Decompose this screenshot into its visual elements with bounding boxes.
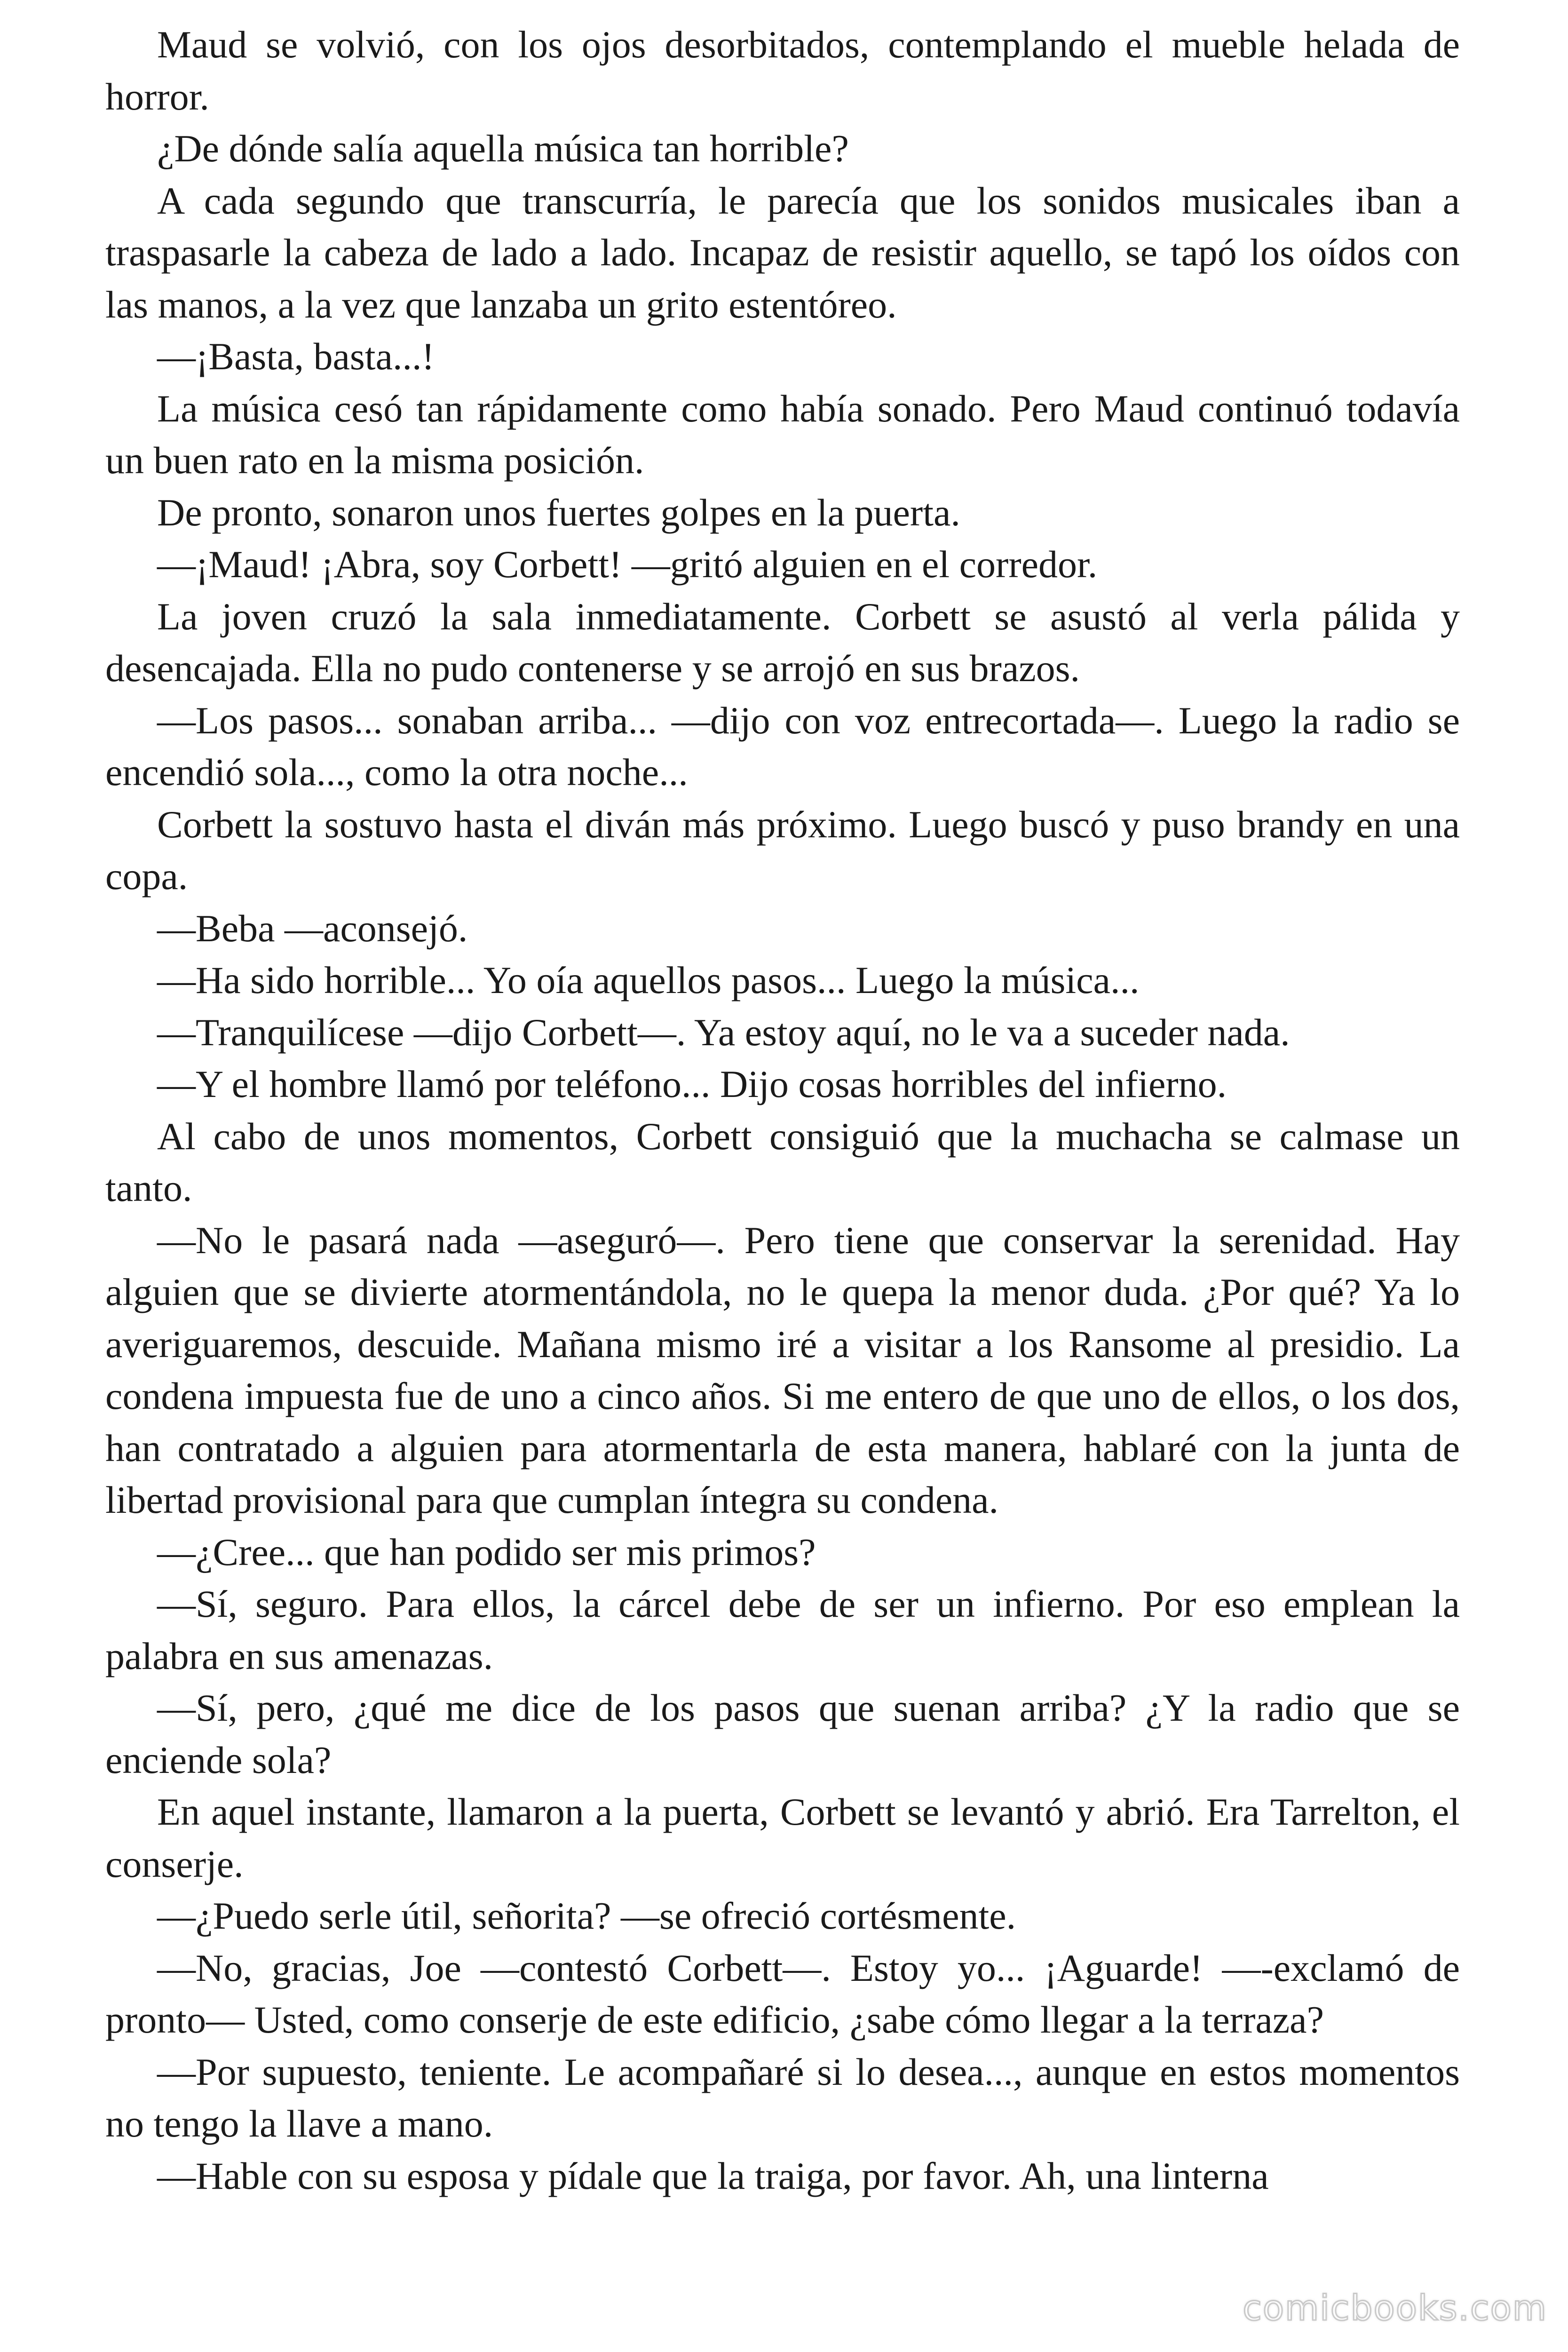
paragraph: —No le pasará nada —aseguró—. Pero tiene que conservar la serenidad. Hay alguien que se divierte atormentándola, no le quepa la menor duda. ¿Por qué? Ya lo averiguaremos, descuide. Mañana mismo iré a visitar a los Ransome al presidio. La condena impuesta fue de uno a cinco años. Si me entero de que uno de ellos, o los dos, han contratado a alguien para atormentarla de esta manera, hablaré con la junta de libertad provisional para que cumplan íntegra su condena.	[105, 1218, 1460, 1521]
paragraph: La joven cruzó la sala inmediatamente. Corbett se asustó al verla pálida y desencajada. Ella no pudo contenerse y se arrojó en sus brazos.	[105, 595, 1460, 690]
paragraph: —¡Basta, basta...!	[157, 335, 435, 378]
paragraph: ¿De dónde salía aquella música tan horrible?	[157, 127, 849, 170]
paragraph: —Sí, seguro. Para ellos, la cárcel debe de ser un infierno. Por eso emplean la palabra en sus amenazas.	[105, 1582, 1460, 1677]
paragraph: —Los pasos... sonaban arriba... —dijo con voz entrecortada—. Luego la radio se encendió sola..., como la otra noche...	[105, 699, 1460, 794]
paragraph: Al cabo de unos momentos, Corbett consiguió que la muchacha se calmase un tanto.	[105, 1114, 1460, 1209]
paragraph: —Tranquilícese —dijo Corbett—. Ya estoy aquí, no le va a suceder nada.	[157, 1010, 1290, 1054]
paragraph: —Sí, pero, ¿qué me dice de los pasos que suenan arriba? ¿Y la radio que se enciende sola?	[105, 1686, 1460, 1781]
paragraph: —Hable con su esposa y pídale que la traiga, por favor. Ah, una linterna	[157, 2154, 1269, 2197]
body-text	[105, 19, 1460, 2202]
watermark: comicbooks.com	[1243, 2288, 1547, 2328]
paragraph: —Y el hombre llamó por teléfono... Dijo cosas horribles del infierno.	[157, 1063, 1227, 1105]
paragraph: De pronto, sonaron unos fuertes golpes en la puerta.	[157, 491, 960, 534]
paragraph: —¿Cree... que han podido ser mis primos?	[157, 1530, 816, 1573]
paragraph: —¡Maud! ¡Abra, soy Corbett! —gritó alguien en el corredor.	[157, 543, 1098, 586]
paragraph: En aquel instante, llamaron a la puerta, Corbett se levantó y abrió. Era Tarrelton, el conserje.	[105, 1790, 1460, 1885]
paragraph: La música cesó tan rápidamente como había sonado. Pero Maud continuó todavía un buen rato en la misma posición.	[105, 387, 1460, 482]
paragraph: —Ha sido horrible... Yo oía aquellos pasos... Luego la música...	[157, 959, 1140, 1001]
paragraph: —¿Puedo serle útil, señorita? —se ofreció cortésmente.	[157, 1894, 1016, 1937]
paragraph: —No, gracias, Joe —contestó Corbett—. Estoy yo... ¡Aguarde! —-exclamó de pronto— Usted, como conserje de este edificio, ¿sabe cómo llegar a la terraza?	[105, 1946, 1460, 2041]
paragraph: Maud se volvió, con los ojos desorbitados, contemplando el mueble helada de horror.	[105, 23, 1460, 118]
paragraph: —Por supuesto, teniente. Le acompañaré si lo desea..., aunque en estos momentos no tengo la llave a mano.	[105, 2050, 1460, 2145]
paragraph: Corbett la sostuvo hasta el diván más próximo. Luego buscó y puso brandy en una copa.	[105, 803, 1460, 898]
paragraph: —Beba —aconsejó.	[157, 906, 468, 950]
paragraph: A cada segundo que transcurría, le parecía que los sonidos musicales iban a traspasarle la cabeza de lado a lado. Incapaz de resistir aquello, se tapó los oídos con las manos, a la vez que lanzaba un grito estentóreo.	[105, 179, 1460, 326]
